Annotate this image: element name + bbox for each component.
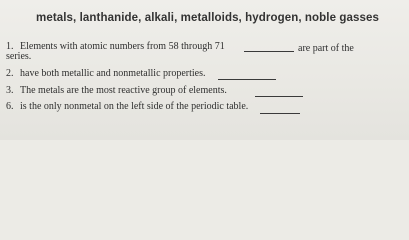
question-6-text: is the only nonmetal on the left side of the periodic table.	[20, 101, 249, 112]
question-3-text: The metals are the most reactive group of elements.	[20, 85, 227, 96]
question-6-answer-blank[interactable]	[260, 113, 300, 114]
question-1-number: 1.	[6, 41, 14, 52]
question-1-text-line2: series.	[6, 51, 32, 62]
question-3-number: 3.	[6, 85, 14, 96]
question-1-answer-blank[interactable]	[244, 51, 294, 52]
question-2-text: have both metallic and nonmetallic properties.	[20, 68, 206, 79]
question-1-text: Elements with atomic numbers from 58 through 71	[20, 41, 225, 52]
question-1-text-after: are part of the	[298, 43, 354, 54]
question-2-number: 2.	[6, 68, 14, 79]
word-bank: metals, lanthanide, alkali, metalloids, hydrogen, noble gasses	[36, 12, 379, 24]
question-6-number: 6.	[6, 101, 14, 112]
question-2-answer-blank[interactable]	[218, 79, 276, 80]
question-3-answer-blank[interactable]	[255, 96, 303, 97]
